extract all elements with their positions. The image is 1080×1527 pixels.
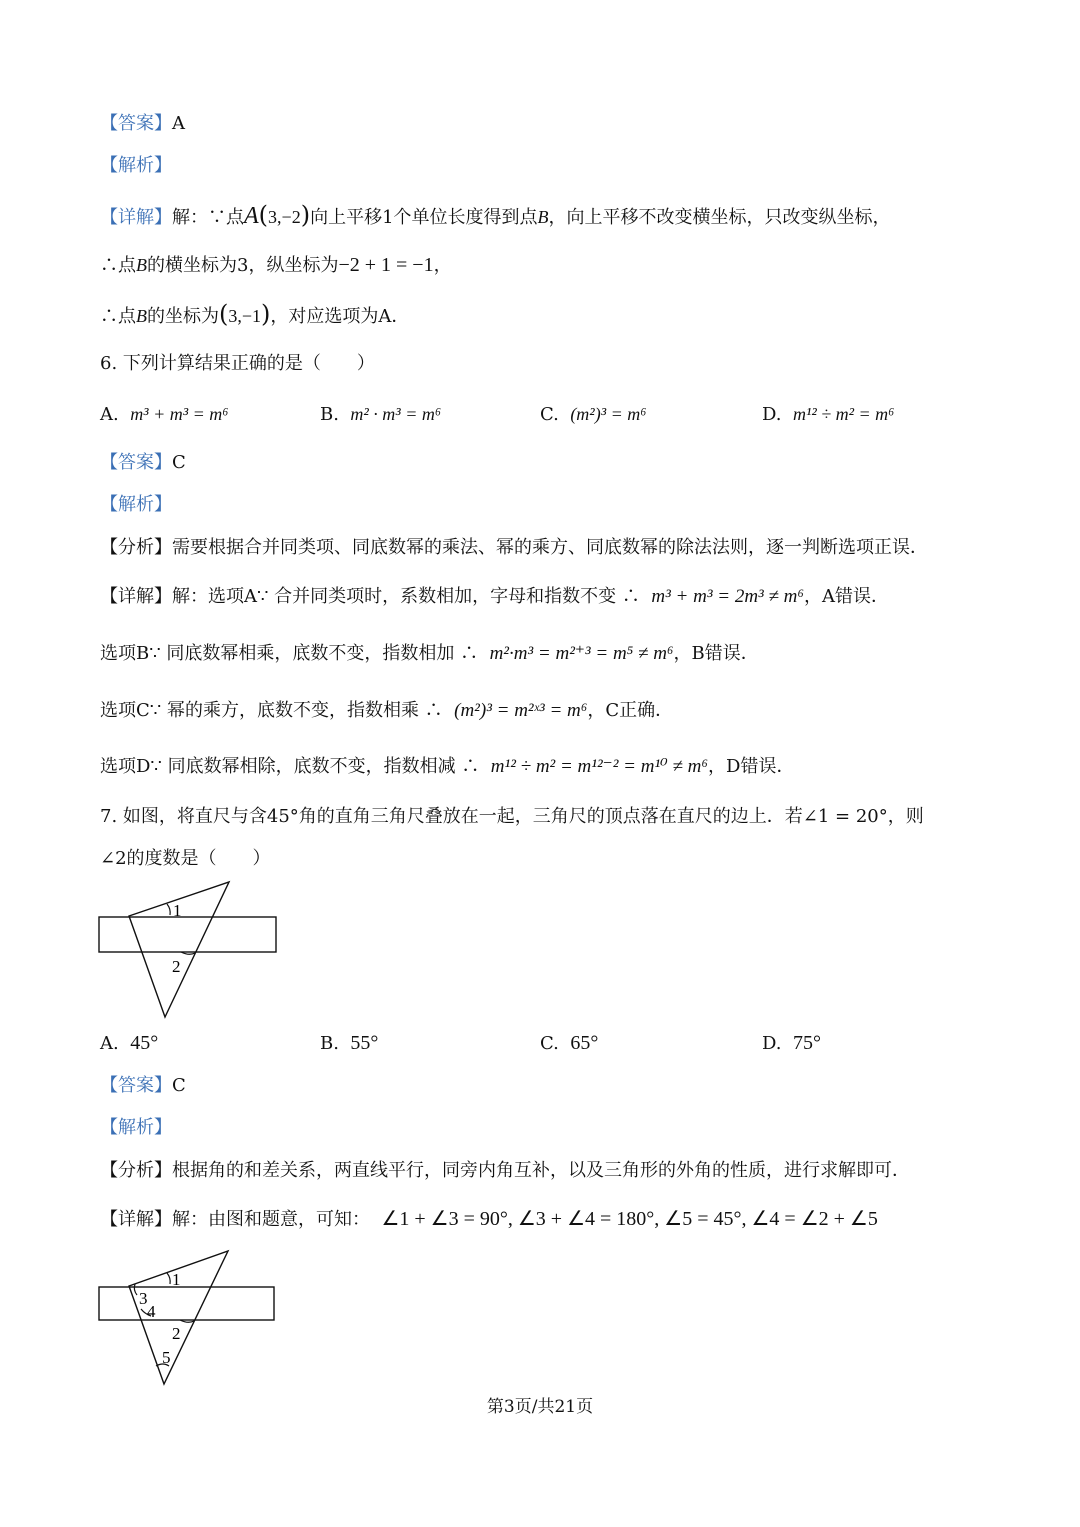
ruler	[99, 917, 276, 952]
point-b: B	[136, 306, 147, 326]
q7-option-a	[100, 1030, 158, 1057]
q6-detail-c	[100, 698, 673, 724]
q7-option-b	[320, 1030, 378, 1057]
detail-text: 解：∵点	[172, 207, 244, 228]
math-expr: ∠1 + ∠3 = 90°, ∠3 + ∠4 = 180°, ∠5 = 45°, ∠4 = ∠2 + ∠5	[381, 1208, 878, 1230]
fenxi-text: 需要根据合并同类项、同底数幂的乘法、幂的乘方、同底数幂的除法法则，逐一判断选项正误．	[172, 537, 928, 558]
angle-1-label: 1	[172, 1270, 181, 1289]
option-label: D.	[762, 1033, 782, 1054]
detail-tag: 【详解】	[100, 586, 172, 607]
option-value: 65°	[570, 1032, 599, 1054]
detail-text: ，B错误．	[673, 643, 759, 664]
q7-option-d	[762, 1030, 821, 1057]
q7-stem-2: ∠2的度数是（ ）	[100, 848, 271, 869]
page-footer: 第3页/共21页	[486, 1397, 594, 1417]
q6-analysis-tag: 【解析】	[100, 494, 172, 515]
detail-text: ，A错误．	[804, 586, 890, 607]
option-label: C.	[540, 1033, 559, 1054]
q6-detail-b	[100, 641, 759, 667]
option-value: 75°	[792, 1032, 821, 1054]
detail-text: 选项B∵ 同底数幂相乘，底数不变，指数相加 ∴	[100, 643, 479, 664]
option-expr: (m²)³ = m⁶	[570, 404, 647, 424]
option-label: B.	[320, 1033, 339, 1054]
angle-1-arc	[167, 1273, 170, 1284]
fenxi-tag: 【分析】	[100, 1160, 172, 1181]
detail-text: 的横坐标为3，纵坐标为	[147, 255, 339, 276]
q5-detail-line-2	[100, 252, 452, 279]
detail-text: ，	[433, 255, 452, 276]
answer-value: C	[172, 452, 186, 473]
detail-text: 向上平移1个单位长度得到点	[310, 207, 538, 228]
angle-5-label: 5	[162, 1348, 171, 1367]
q6-fenxi	[100, 535, 928, 561]
answer-tag: 【答案】	[100, 452, 172, 473]
q6-detail-a	[100, 584, 889, 610]
math-expr: m¹² ÷ m² = m¹²⁻² = m¹⁰ ≠ m⁶	[490, 756, 709, 777]
angle-2-label: 2	[172, 1324, 181, 1343]
detail-text: ，对应选项为A．	[270, 306, 410, 327]
q5-answer	[100, 111, 185, 137]
q6-detail-d	[100, 754, 794, 780]
angle-1-arc	[167, 904, 170, 915]
ruler	[99, 1287, 274, 1320]
math-expr: −2 + 1 = −1	[338, 254, 434, 276]
detail-text: 选项C∵ 幂的乘方，底数不变，指数相乘 ∴	[100, 700, 443, 721]
angle-3-arc	[134, 1284, 137, 1295]
q7-option-c	[540, 1030, 598, 1057]
point-b: B	[136, 255, 147, 275]
option-label: C.	[540, 404, 559, 425]
detail-text: 选项D∵ 同底数幂相除，底数不变，指数相减 ∴	[100, 756, 480, 777]
option-label: B.	[320, 404, 339, 425]
q5-analysis-tag: 【解析】	[100, 155, 172, 176]
q6-option-b	[320, 401, 441, 428]
coord-a: 3,−2	[268, 207, 301, 227]
answer-value: C	[172, 1075, 186, 1096]
q6-option-a	[100, 401, 229, 428]
detail-text: ∴点	[100, 255, 136, 276]
option-expr: m² · m³ = m⁶	[350, 404, 442, 424]
angle-1-label: 1	[173, 901, 182, 920]
detail-tag: 【详解】	[100, 1209, 172, 1230]
q7-figure	[95, 878, 295, 1028]
detail-text: ，C正确．	[587, 700, 674, 721]
q5-detail-line-1: 【详解】解：∵点A(3,−2)向上平移1个单位长度得到点B，向上平移不改变横坐标，只改变纵坐标，	[100, 201, 891, 229]
answer-tag: 【答案】	[100, 1075, 172, 1096]
point-a: A	[244, 203, 259, 229]
answer-value: A	[172, 113, 185, 134]
q5-detail-line-3: ∴点B的坐标为(3,−1)，对应选项为A．	[100, 300, 410, 328]
angle-2-label: 2	[172, 957, 181, 976]
detail-text: 解：由图和题意，可知：	[172, 1209, 370, 1230]
detail-text: ，D错误．	[708, 756, 795, 777]
math-expr: (m²)³ = m²ˣ³ = m⁶	[454, 700, 588, 721]
option-label: A.	[100, 404, 119, 425]
angle-4-label: 4	[147, 1302, 156, 1321]
q7-fenxi	[100, 1158, 910, 1184]
math-expr: m³ + m³ = 2m³ ≠ m⁶	[651, 586, 805, 607]
q7-answer	[100, 1073, 186, 1099]
q6-stem: 6. 下列计算结果正确的是（ ）	[100, 353, 375, 374]
option-label: D.	[762, 404, 782, 425]
q6-option-d	[762, 401, 894, 428]
detail-text: ，向上平移不改变横坐标，只改变纵坐标，	[548, 207, 891, 228]
q7-analysis-tag: 【解析】	[100, 1117, 172, 1138]
q7-detail	[100, 1206, 878, 1233]
q6-answer	[100, 450, 186, 476]
option-label: A.	[100, 1033, 119, 1054]
detail-text: 解：选项A∵ 合并同类项时，系数相加，字母和指数不变 ∴	[172, 586, 640, 607]
detail-tag: 【详解】	[100, 207, 172, 228]
point-b: B	[537, 207, 549, 227]
math-expr: m²·m³ = m²⁺³ = m⁵ ≠ m⁶	[489, 643, 674, 664]
fenxi-text: 根据角的和差关系，两直线平行，同旁内角互补，以及三角形的外角的性质，进行求解即可．	[172, 1160, 910, 1181]
q7-solution-figure	[95, 1248, 295, 1398]
q7-stem-1: 7. 如图，将直尺与含45°角的直角三角尺叠放在一起，三角尺的顶点落在直尺的边上．若∠1 = 20°，则	[100, 806, 924, 827]
fenxi-tag: 【分析】	[100, 537, 172, 558]
detail-text: ∴点	[100, 306, 136, 327]
option-expr: m³ + m³ = m⁶	[130, 404, 229, 424]
coord-b: 3,−1	[228, 306, 262, 326]
option-value: 55°	[350, 1032, 379, 1054]
q6-option-c	[540, 401, 647, 428]
option-value: 45°	[130, 1032, 159, 1054]
answer-tag: 【答案】	[100, 113, 172, 134]
angle-3-label: 3	[139, 1289, 148, 1308]
detail-text: 的坐标为	[147, 306, 219, 327]
option-expr: m¹² ÷ m² = m⁶	[792, 404, 895, 424]
